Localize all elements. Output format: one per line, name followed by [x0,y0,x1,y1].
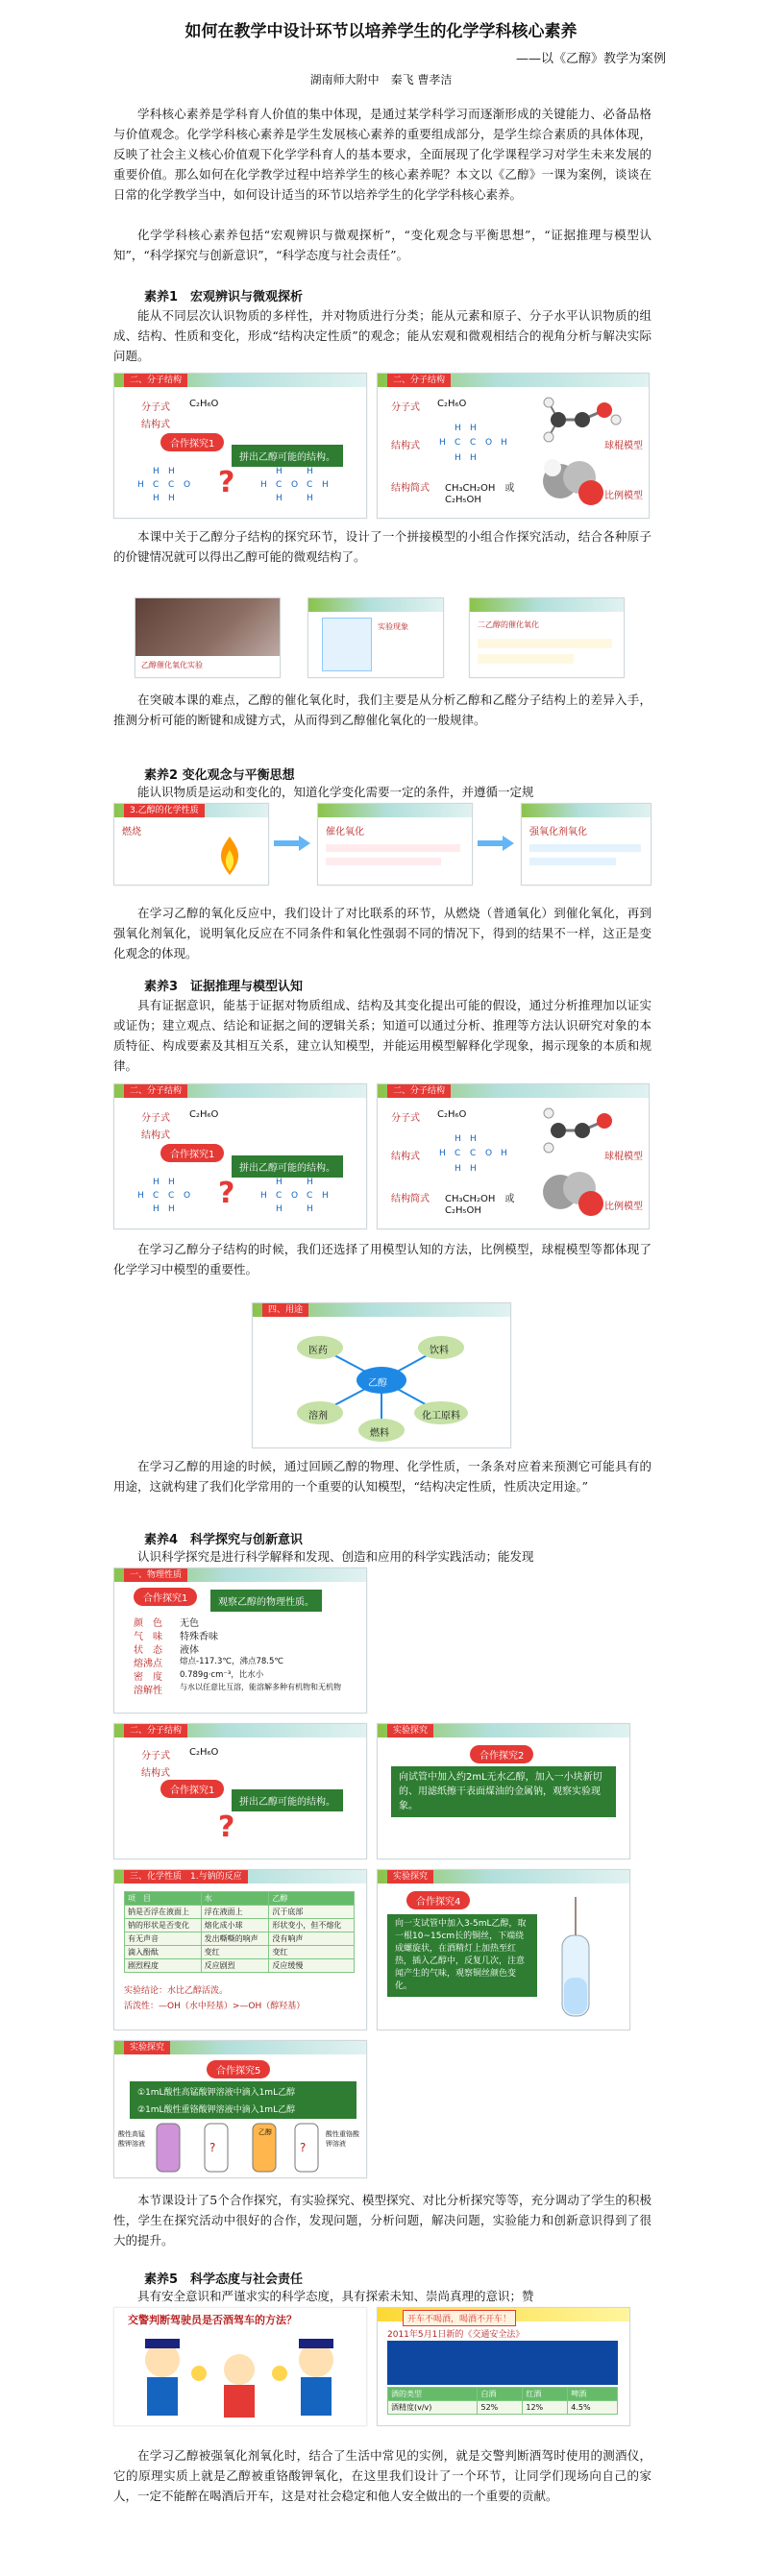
compare-activity: 活泼性：—OH（水中羟基）>—OH（醇羟基） [124,2002,306,2011]
svg-text:C: C [153,480,160,490]
svg-text:O: O [485,1149,493,1158]
prop-value-5: 0.789g·cm⁻³，比水小 [180,1670,264,1680]
warning-tag: 开车不喝酒，喝酒不开车！ [403,2310,516,2326]
prop-name-2: 气 味 [134,1632,162,1642]
svg-text:H: H [307,1204,313,1214]
simple-formula: CH₃CH₂OH 或 [445,483,515,494]
simple-label: 结构简式 [391,1194,430,1204]
slide-tab: 一、物理性质 [124,1568,187,1582]
table-row [125,1919,355,1932]
slide-police [113,2307,367,2426]
table-row [125,1932,355,1946]
table-header: 啤酒 [568,2388,618,2401]
table-cell: 形状变小，但不熔化 [269,1919,355,1932]
table-cell: 反应剧烈 [201,1959,269,1973]
slide-header [114,1084,366,1098]
slide-tab: 三、化学性质 1.与钠的反应 [124,1870,248,1883]
svg-text:H: H [153,1178,160,1187]
slide-header [522,804,651,817]
section-1-text-1: 本课中关于乙醇分子结构的探究环节，设计了一个拼接模型的小组合作探究活动，结合各种原子的价键情况就可以得出乙醇可能的微观结构了。 [113,529,651,564]
svg-text:H: H [455,1134,461,1144]
svg-text:C: C [455,1149,461,1158]
svg-text:C: C [168,480,175,490]
section-3-intro: 具有证据意识，能基于证据对物质组成、结构及其变化提出可能的假设，通过分析推理加以证实或证伪；建立观点、结论和证据之间的逻辑关系；知道可以通过分析、推理等方法认识研究对象的本质特征、构成要素及其相互关系，建立认知模型，并能运用模型解释化学现象，揭示现象的本质和规律。 [113,998,651,1073]
svg-text:H: H [501,438,507,448]
prop-value-2: 特殊香味 [180,1632,218,1642]
slide-uses [252,1302,511,1448]
question-mark: ? [218,466,235,499]
formula-value: C₂H₆O [189,399,219,409]
structure-sketch-2 [258,466,335,504]
step-3-label: 强氧化剂氧化 [529,827,587,838]
task-pill: 合作探究1 [160,1780,224,1798]
formula-value: C₂H₆O [437,1109,467,1120]
task-pill: 合作探究5 [207,2060,270,2078]
table-cell: 浮在液面上 [201,1906,269,1919]
use-chemical: 化工原料 [422,1411,460,1422]
table-header: 酒的类型 [388,2388,478,2401]
section-5-text: 在学习乙醇被强氧化剂氧化时，结合了生活中常见的实例，就是交警判断酒驾时使用的测酒仪，它的原理实质上就是乙醇被重铬酸钾氧化，在这里我们设计了一个环节，让同学们现场向自己的家人，一定不能醉在喝酒后开车，这是对社会稳定和他人安全做出的一个重要的贡献。 [113,2448,651,2503]
question-mark: ? [218,1177,235,1210]
slide-molecule-models [377,373,650,519]
space-filling-model [539,454,606,508]
section-3-text-2: 在学习乙醇的用途的时候，通过回顾乙醇的物理、化学性质，一条条对应着来预测它可能具有的用途，这就构建了我们化学常用的一个重要的认知模型，“结构决定性质，性质决定用途。” [113,1459,651,1494]
slide-header [378,1084,649,1098]
fill-model-label: 比例模型 [604,1202,643,1212]
slide-tab: 3.乙醇的化学性质 [124,804,205,817]
svg-text:C: C [276,1191,283,1201]
slide-tab: 四、用途 [262,1303,308,1317]
table-header: 项 目 [125,1892,202,1906]
struct-label: 结构式 [141,1768,170,1779]
simple-label: 结构简式 [391,483,430,494]
slide-header [318,804,472,817]
svg-text:H: H [470,1134,477,1144]
svg-text:H: H [153,467,160,476]
exp2-text: 向一支试管中加入3-5mL乙醇，取一根10~15cm长的铜丝，下端绕成螺旋状，在酒精灯上加热至红热，插入乙醇中，反复几次，注意闻产生的气味，观察铜丝颜色变化。 [387,1914,537,1997]
slide-header [378,1724,629,1738]
flame-icon [210,833,249,879]
slide-physical-props [113,1567,367,1713]
slide-tab: 二、分子结构 [387,1084,451,1098]
slide-molecule-question-2 [113,1083,367,1229]
svg-text:H: H [322,480,329,490]
simple-formula-2: C₂H₅OH [445,495,481,505]
table-cell: 钠的形状是否变化 [125,1919,202,1932]
svg-text:H: H [307,467,313,476]
task-pill: 合作探究2 [470,1745,533,1763]
svg-text:H: H [276,1204,283,1214]
section-3-text-1: 在学习乙醇分子结构的时候，我们还选择了用模型认知的方法，比例模型，球棍模型等都体现了化学学习中模型的重要性。 [113,1242,651,1276]
table-header: 乙醇 [269,1892,355,1906]
slide-header [114,1870,366,1883]
reaction-equation [478,633,616,671]
slide-header [114,804,268,817]
table-cell: 12% [523,2401,568,2415]
svg-text:H: H [276,1178,283,1187]
photo-experiment [135,597,281,678]
svg-text:H: H [455,1164,461,1174]
svg-text:O: O [184,480,191,490]
svg-text:O: O [184,1191,191,1201]
prop-name-6: 溶解性 [134,1686,162,1696]
prop-name-1: 颜 色 [134,1618,162,1629]
structure-sketch-1 [135,1177,203,1215]
test-tube-icon [547,1897,614,2022]
table-cell: 沉于底部 [269,1906,355,1919]
formula-label: 分子式 [391,1113,420,1124]
slide-tab: 二、分子结构 [124,1724,187,1738]
section-4-text: 本节课设计了5个合作探究，有实验探究、模型探究、对比分析探究等等，充分调动了学生的积极性，学生在探究活动中很好的合作，发现问题，分析问题，解决问题，实验能力和创新意识得到了很大的提升。 [113,2193,651,2248]
tube-question-2: ? [300,2141,307,2154]
task-pill: 合作探究4 [406,1891,470,1909]
photo-caption-1: 乙醇催化氧化实验 [141,661,203,669]
svg-text:H: H [168,1178,175,1187]
svg-text:H: H [501,1149,507,1158]
struct-label: 结构式 [141,1130,170,1141]
slide-exp-copper [377,1869,630,2030]
structure-sketch-1 [135,466,203,504]
arrow-right-icon [478,836,514,851]
section-heading-2: 素养2 变化观念与平衡思想 [144,768,295,783]
article-subtitle: ——以《乙醇》教学为案例 [515,52,666,66]
slide-header [378,374,649,387]
slide-tab: 实验探究 [124,2041,170,2054]
svg-text:H: H [260,1191,267,1201]
table-header-row [125,1892,355,1906]
svg-text:H: H [168,467,175,476]
slide-tab: 二、分子结构 [387,374,451,387]
table-cell: 变红 [269,1946,355,1959]
svg-text:C: C [455,438,461,448]
slide-exp-oxidants [113,2040,367,2178]
slide-exp-sodium [377,1723,630,1859]
slide-combustion [113,803,269,886]
apparatus-image [322,618,372,671]
table-row [125,1959,355,1973]
svg-text:H: H [307,494,313,503]
formula-label: 分子式 [391,402,420,413]
table-header: 红酒 [523,2388,568,2401]
use-medicine: 医药 [308,1346,328,1356]
law-title: 2011年5月1日新的《交通安全法》 [387,2330,525,2340]
table-header: 水 [201,1892,269,1906]
slide-header [114,1568,366,1582]
tube-label-1: 酸性高锰酸钾溶液 [118,2130,145,2148]
table-cell: 熔化成小球 [201,1919,269,1932]
svg-text:H: H [137,1191,144,1201]
table-cell: 变红 [201,1946,269,1959]
svg-text:H: H [439,438,446,448]
svg-text:H: H [439,1149,446,1158]
task-pill: 合作探究1 [160,433,224,451]
struct-label: 结构式 [391,1152,420,1162]
table-cell: 有无声音 [125,1932,202,1946]
svg-text:H: H [137,480,144,490]
svg-text:H: H [168,494,175,503]
arrow-right-icon [274,836,310,851]
simple-formula-2: C₂H₅OH [445,1205,481,1216]
slide-strong-oxidant [521,803,651,886]
structure-sketch-2 [258,1177,335,1215]
svg-text:O: O [485,438,493,448]
svg-text:C: C [276,480,283,490]
section-2-text: 在学习乙醇的氧化反应中，我们设计了对比联系的环节，从燃烧（普通氧化）到催化氧化，再到强氧化剂氧化，说明氧化反应在不同条件和氧化性强弱不同的情况下，得到的结果不一样，这正是变化观念的体现。 [113,906,651,960]
slide-header [114,374,366,387]
section-heading-5: 素养5 科学态度与社会责任 [144,2272,304,2287]
police-illustration [124,2331,355,2421]
tube-question-1: ? [209,2141,216,2154]
simple-formula: CH₃CH₂OH 或 [445,1194,515,1204]
exp3-step-1: ①1mL酸性高锰酸钾溶液中滴入1mL乙醇 [130,2081,356,2102]
table-cell: 钠是否浮在液面上 [125,1906,202,1919]
svg-text:H: H [168,1204,175,1214]
svg-text:H: H [470,424,477,433]
svg-text:H: H [455,424,461,433]
ethanol-structure [437,422,514,464]
ethanol-structure [437,1132,514,1175]
formula-value: C₂H₆O [189,1747,219,1758]
slide-header [114,1724,366,1738]
section-5-intro: 具有安全意识和严谨求实的科学态度，具有探索未知、崇尚真理的意识；赞 [137,2289,534,2303]
struct-label: 结构式 [141,420,170,430]
law-banner [387,2341,618,2385]
uses-center: 乙醇 [368,1378,387,1389]
task-prompt: 拼出乙醇可能的结构。 [232,445,343,467]
catalytic-equation [326,840,464,879]
article-authors: 湖南师大附中 秦飞 曹孝洁 [309,73,453,86]
slide-tab: 实验探究 [387,1724,433,1738]
struct-label: 结构式 [391,441,420,451]
use-fuel: 燃料 [370,1428,389,1439]
photo-caption-2: 实验现象 [378,622,408,631]
task-pill: 合作探究1 [160,1144,224,1162]
formula-value: C₂H₆O [437,399,467,409]
slide-compare-table [113,1869,367,2030]
svg-text:H: H [470,453,477,463]
svg-text:H: H [153,1204,160,1214]
classroom-photo [135,598,280,656]
question-mark: ? [218,1810,235,1844]
use-solvent: 溶剂 [308,1411,328,1422]
svg-text:C: C [307,480,313,490]
photo-apparatus [307,597,444,678]
section-heading-1: 素养1 宏观辨识与微观探析 [144,290,304,304]
formula-label: 分子式 [141,1113,170,1124]
exp3-step-2: ②1mL酸性重铬酸钾溶液中滴入1mL乙醇 [130,2099,356,2119]
slide-molecule-question [113,373,367,519]
space-filling-model [539,1165,606,1219]
exp1-text: 向试管中加入约2mL无水乙醇，加入一小块新切的、用滤纸擦干表面煤油的金属钠，观察实验现象。 [391,1766,616,1817]
task-prompt: 拼出乙醇可能的结构。 [232,1789,343,1811]
svg-text:C: C [153,1191,160,1201]
prop-name-3: 状 态 [134,1645,162,1656]
section-4-intro: 认识科学探究是进行科学解释和发现、创造和应用的科学实践活动；能发现 [137,1549,534,1564]
table-cell: 反应缓慢 [269,1959,355,1973]
table-cell: 酒精度(v/v) [388,2401,478,2415]
compare-conclusion: 实验结论：水比乙醇活泼。 [124,1986,229,1996]
section-1-text-2: 在突破本课的难点，乙醇的催化氧化时，我们主要是从分析乙醇和乙醛分子结构上的差异入手，推测分析可能的断键和成键方式，从而得到乙醇催化氧化的一般规律。 [113,693,651,727]
svg-text:H: H [260,480,267,490]
prop-value-3: 液体 [180,1645,199,1656]
section-1-intro: 能从不同层次认识物质的多样性，并对物质进行分类；能从元素和原子、分子水平认识物质的组成、结构、性质和变化，形成“结构决定性质”的观念；能从宏观和微观相结合的视角分析与解决实际问题。 [113,308,651,363]
svg-text:C: C [470,438,477,448]
svg-text:C: C [470,1149,477,1158]
intro-paragraph-2: 化学学科核心素养包括“宏观辨识与微观探析”，“变化观念与平衡思想”，“证据推理与模型认知”，“科学探究与创新意识”，“科学态度与社会责任”。 [113,228,651,262]
section-heading-4: 素养4 科学探究与创新意识 [144,1533,304,1547]
svg-text:O: O [291,480,299,490]
slide-tab: 二、分子结构 [124,374,187,387]
svg-text:H: H [455,453,461,463]
slide-tab: 二、分子结构 [124,1084,187,1098]
table-cell: 剧烈程度 [125,1959,202,1973]
photo-reaction [469,597,625,678]
svg-text:H: H [307,1178,313,1187]
prop-name-4: 熔沸点 [134,1659,162,1669]
svg-text:C: C [168,1191,175,1201]
step-1-label: 燃烧 [122,827,141,838]
slide-molecule-question-3 [113,1723,367,1859]
svg-text:O: O [291,1191,299,1201]
table-row [125,1946,355,1959]
slide-header [470,598,624,612]
formula-label: 分子式 [141,1751,170,1762]
compare-table [124,1891,355,1973]
section-2-intro: 能认识物质是运动和变化的，知道化学变化需要一定的条件，并遵循一定规 [137,785,534,799]
prop-value-4: 熔点-117.3℃，沸点78.5℃ [180,1657,283,1666]
police-question: 交警判断驾驶员是否酒驾车的方法？ [128,2314,297,2326]
slide-header [378,1870,629,1883]
slide-tab: 实验探究 [387,1870,433,1883]
table-header: 白酒 [478,2388,523,2401]
tube-label-3: 乙醇 [258,2128,272,2136]
svg-text:H: H [276,494,283,503]
task-prompt: 拼出乙醇可能的结构。 [232,1155,343,1178]
table-cell: 滴入酚酞 [125,1946,202,1959]
alcohol-table [387,2387,618,2415]
table-cell: 没有响声 [269,1932,355,1946]
use-beverage: 饮料 [430,1346,449,1356]
slide-header [253,1303,510,1317]
table-cell: 发出嘶嘶的响声 [201,1932,269,1946]
svg-text:C: C [307,1191,313,1201]
formula-label: 分子式 [141,402,170,413]
ball-model-label: 球棍模型 [604,1152,643,1162]
slide-molecule-models-2 [377,1083,650,1229]
tube-label-2: 酸性重铬酸钾溶液 [326,2130,359,2148]
slide-catalytic [317,803,473,886]
article-title: 如何在教学中设计环节以培养学生的化学学科核心素养 [184,22,578,41]
prop-value-1: 无色 [180,1618,199,1629]
ball-model-label: 球棍模型 [604,441,643,451]
slide-header [114,2041,366,2054]
slide-header [308,598,443,612]
formula-value: C₂H₆O [189,1109,219,1120]
tubes-diagram [151,2122,324,2174]
oxidant-equation [529,840,645,879]
slide-traffic-law [377,2307,630,2426]
phys-prompt: 观察乙醇的物理性质。 [210,1590,322,1612]
section-heading-3: 素养3 证据推理与模型认知 [144,980,304,994]
svg-text:H: H [153,494,160,503]
table-cell: 52% [478,2401,523,2415]
step-2-label: 催化氧化 [326,827,364,838]
photo-caption-3: 二乙醇的催化氧化 [478,620,539,629]
fill-model-label: 比例模型 [604,491,643,501]
table-cell: 4.5% [568,2401,618,2415]
table-row [125,1906,355,1919]
prop-value-6: 与水以任意比互溶，能溶解多种有机物和无机物 [180,1683,341,1691]
svg-text:H: H [276,467,283,476]
prop-name-5: 密 度 [134,1672,162,1683]
svg-text:H: H [322,1191,329,1201]
task-pill: 合作探究1 [134,1588,197,1606]
svg-text:H: H [470,1164,477,1174]
table-row [388,2401,618,2415]
table-header-row [388,2388,618,2401]
intro-paragraph-1: 学科核心素养是学科育人价值的集中体现，是通过某学科学习而逐渐形成的关键能力、必备品格与价值观念。化学学科核心素养是学生发展核心素养的重要组成部分，是学生综合素质的具体体现，反映了社会主义核心价值观下化学学科育人的基本要求，全面展现了化学课程学习对学生未来发展的重要价值。那么如何在化学教学过程中培养学生的核心素养呢？本文以《乙醇》一课为案例，谈谈在日常的化学教学当中，如何设计适当的环节以培养学生的化学学科核心素养。 [113,107,651,202]
